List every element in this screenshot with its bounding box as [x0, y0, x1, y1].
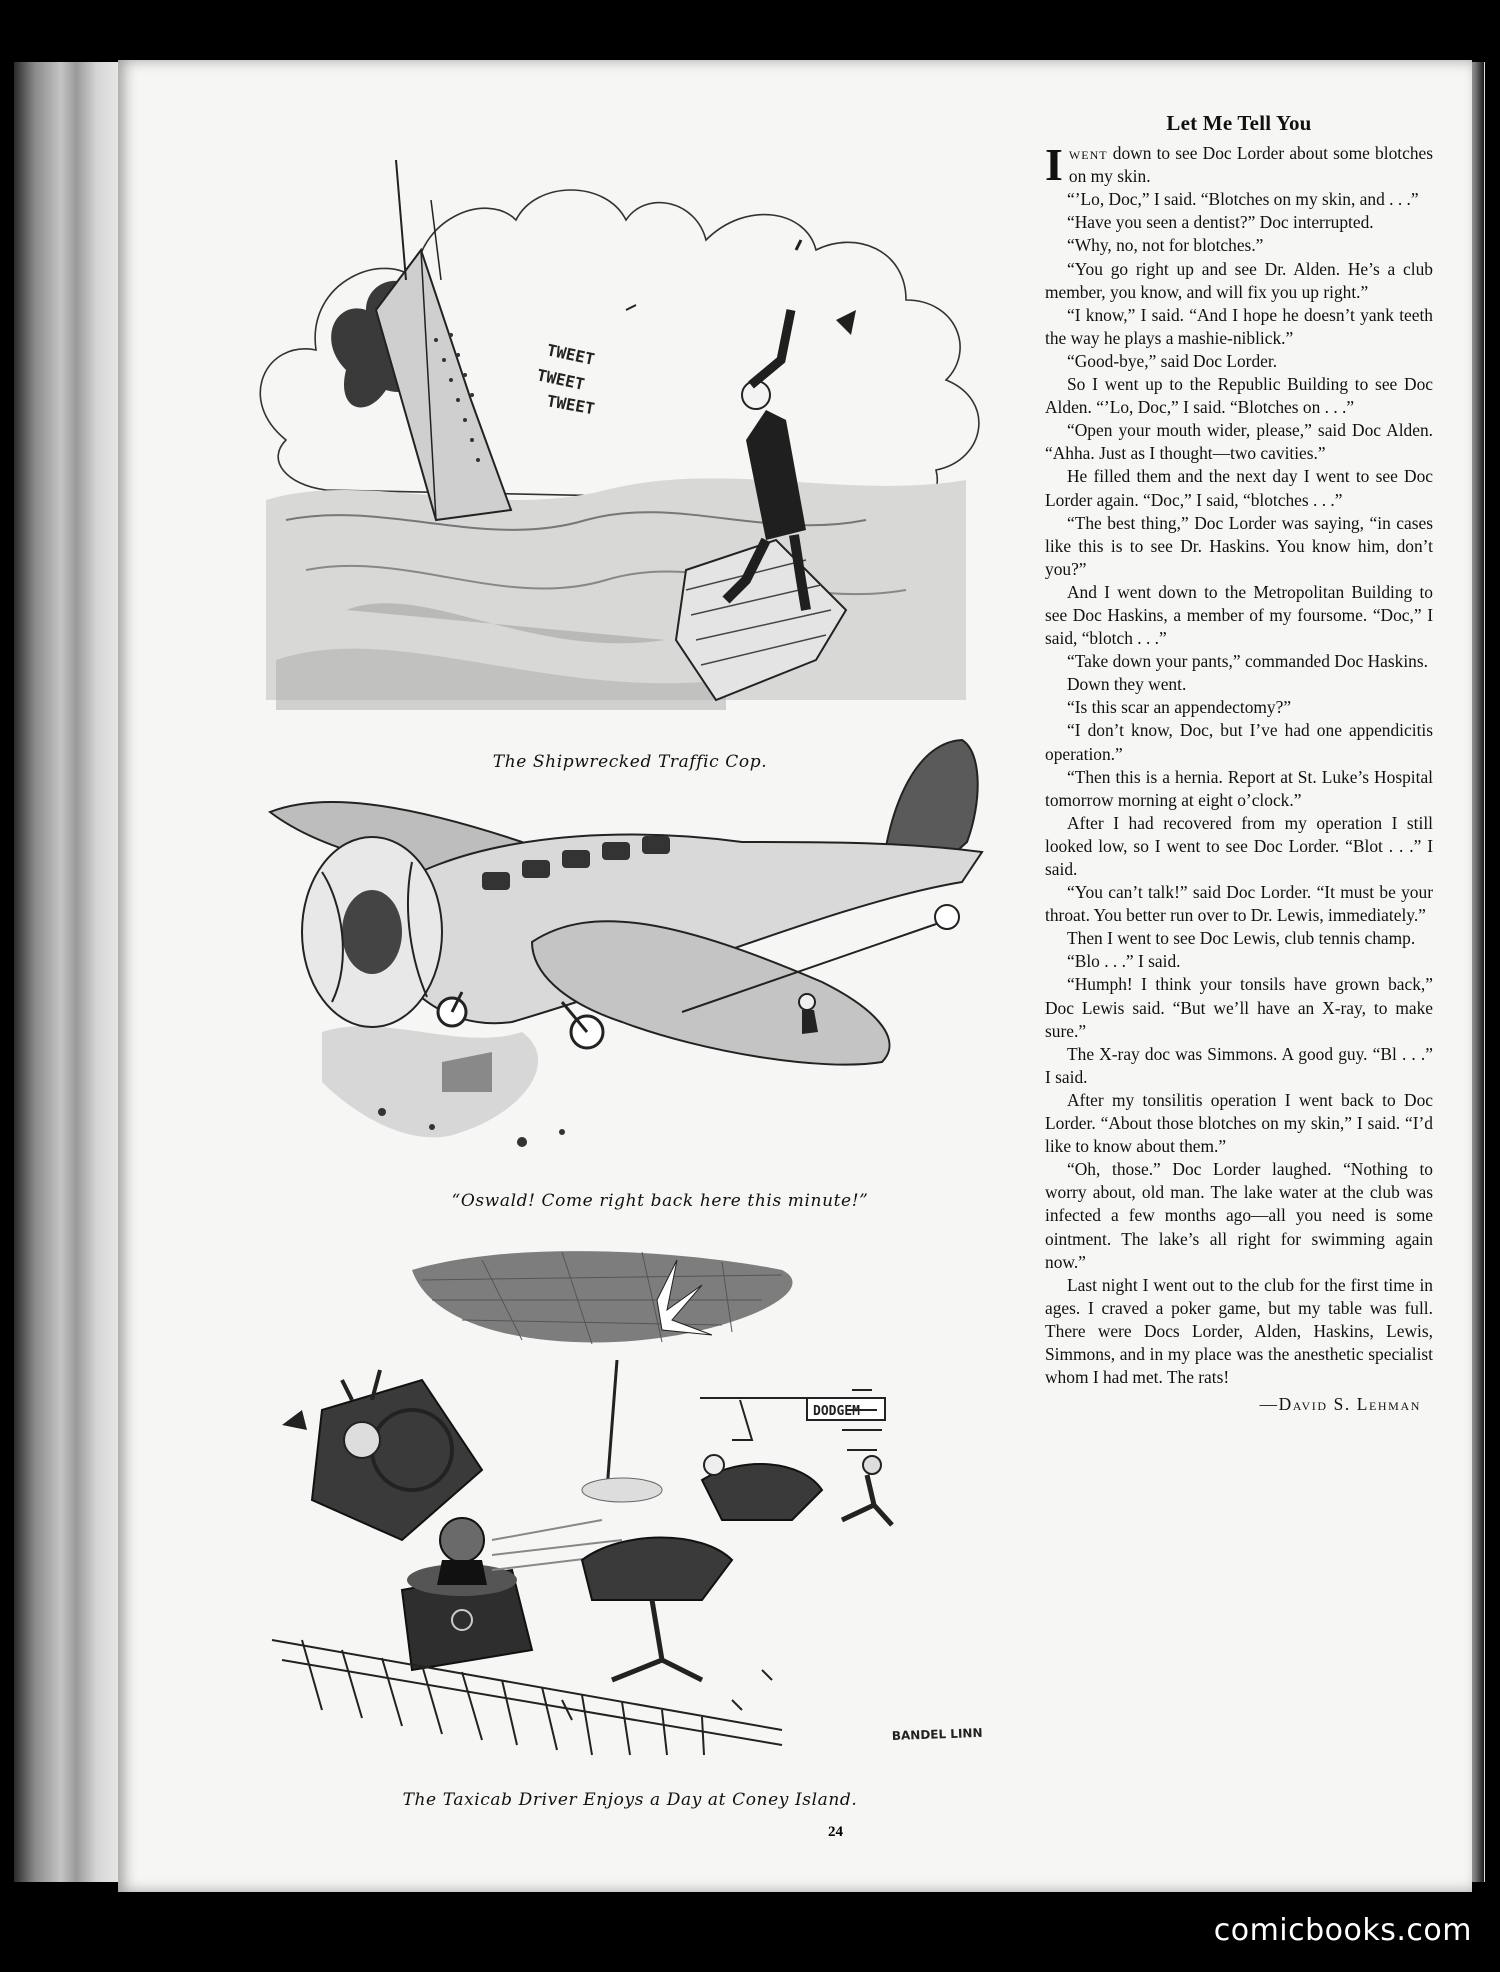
article-first-paragraph — [1045, 139, 1433, 191]
article-paragraph: “Good-bye,” said Doc Lorder. — [1067, 350, 1278, 371]
running-figure — [842, 1456, 892, 1525]
tweet-2: TWEET — [535, 365, 587, 394]
dodgem-sign-text: DODGEM — [813, 1404, 860, 1419]
article-paragraph: “I don’t know, Doc, but I’ve had one appendicitis operation.” — [1045, 720, 1433, 764]
tweet-1: TWEET — [545, 340, 597, 369]
caption-taxicab-driver: The Taxicab Driver Enjoys a Day at Coney Island. — [402, 1790, 858, 1810]
article-paragraph: He filled them and the next day I went to see Doc Lorder again. “Doc,” I said, “blotches . . .” — [1045, 466, 1433, 510]
drop-cap: I — [1045, 139, 1063, 191]
article-paragraph: The X-ray doc was Simmons. A good guy. “Bl . . .” I said. — [1045, 1043, 1433, 1087]
lead-smallcaps: went — [1068, 143, 1108, 164]
article-paragraph: “Open your mouth wider, please,” said Doc Alden. “Ahha. Just as I thought—two cavities.” — [1045, 420, 1433, 464]
fence — [272, 1640, 782, 1755]
ground-splash — [322, 1026, 538, 1137]
cartoon-airplane-oswald — [262, 732, 992, 1172]
tweet-sound-text — [535, 340, 596, 418]
article-paragraph: “Oh, those.” Doc Lorder laughed. “Nothing to worry about, old man. The lake water at the club was infected a few months ago—all you need is some ointment. The lake’s all right for swimming again now.” — [1045, 1159, 1433, 1272]
article-paragraph: “The best thing,” Doc Lorder was saying, “in cases like this is to see Dr. Haskins. You know him, don’t you?” — [1045, 512, 1433, 579]
article-paragraph: So I went up to the Republic Building to see Doc Alden. “’Lo, Doc,” I said. “Blotches on . . .” — [1045, 374, 1433, 418]
article-paragraph: “You can’t talk!” said Doc Lorder. “It must be your throat. You better run over to Dr. Lewis, immediately.” — [1045, 882, 1433, 926]
article-paragraph: “’Lo, Doc,” I said. “Blotches on my skin, and . . .” — [1067, 189, 1419, 210]
artist-signature: BANDEL LINN — [891, 1725, 983, 1743]
article-paragraph: Last night I went out to the club for the first time in ages. I craved a poker game, but my table was full. There were Docs Lorder, Alden, Haskins, Lewis, Simmons, and in my place was the anesthetic specialist whom I had met. The rats! — [1045, 1274, 1433, 1388]
article-paragraph: Down they went. — [1067, 674, 1187, 695]
lead-rest: down to see Doc Lorder about some blotches on my skin. — [1068, 143, 1433, 187]
article-paragraph: “Blo . . .” I said. — [1067, 951, 1181, 972]
article-paragraph: “You go right up and see Dr. Alden. He’s a club member, you know, and will fix you up right.” — [1045, 258, 1433, 302]
caption-oswald: “Oswald! Come right back here this minute!” — [451, 1191, 869, 1211]
balloon — [935, 905, 959, 929]
article-title: Let Me Tell You — [1166, 111, 1312, 135]
article-paragraph: “I know,” I said. “And I hope he doesn’t yank teeth the way he plays a mashie-niblick.” — [1045, 304, 1433, 348]
article-paragraph: “Have you seen a dentist?” Doc interrupted. — [1067, 212, 1374, 233]
article-paragraph: And I went down to the Metropolitan Building to see Doc Haskins, a member of my foursome. “Doc,” I said, “blotch . . .” — [1045, 581, 1433, 649]
caption-shipwrecked-traffic-cop: The Shipwrecked Traffic Cop. — [492, 752, 768, 772]
cartoon-shipwrecked-traffic-cop — [246, 140, 1016, 720]
tweet-3: TWEET — [545, 391, 597, 419]
flipping-car — [312, 1380, 482, 1540]
article-paragraph: After I had recovered from my operation I still looked low, so I went to see Doc Lorder. “Blot . . .” I said. — [1045, 812, 1433, 879]
page-number: 24 — [828, 1824, 843, 1840]
taxicab-driver-car — [402, 1518, 532, 1670]
article-paragraph: “Take down your pants,” commanded Doc Haskins. — [1067, 651, 1428, 672]
article-paragraph: “Then this is a hernia. Report at St. Luke’s Hospital tomorrow morning at eight o’clock.” — [1045, 766, 1433, 810]
article-let-me-tell-you — [1045, 112, 1433, 1416]
cartoon-coney-island-taxicab — [262, 1240, 1022, 1760]
article-paragraph: “Why, no, not for blotches.” — [1067, 235, 1264, 256]
article-paragraph: “Is this scar an appendectomy?” — [1067, 697, 1292, 718]
article-byline: —David S. Lehman — [1259, 1394, 1421, 1415]
bumper-car-middle — [582, 1538, 732, 1601]
article-paragraph: “Humph! I think your tonsils have grown back,” Doc Lewis said. “But we’ll have an X-ray, to make sure.” — [1045, 974, 1433, 1041]
article-paragraph: Then I went to see Doc Lewis, club tennis champ. — [1067, 928, 1416, 949]
watermark: comicbooks.com — [1213, 1913, 1472, 1948]
ceiling-grid — [412, 1251, 793, 1342]
page-stack — [14, 62, 119, 1882]
article-paragraph: After my tonsilitis operation I went back to Doc Lorder. “About those blotches on my skin,” I said. “I’d like to know about them.” — [1045, 1089, 1433, 1157]
